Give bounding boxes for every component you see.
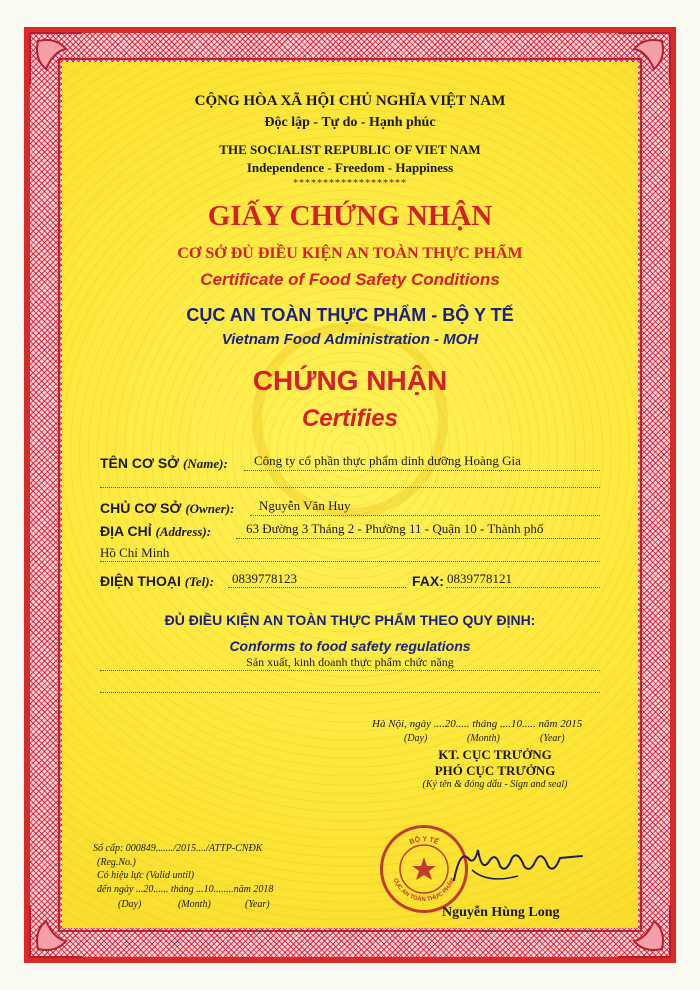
conformity-heading-vn: ĐỦ ĐIỀU KIỆN AN TOÀN THỰC PHẨM THEO QUY ĐỊNH: <box>164 612 536 628</box>
phone-value: 0839778123 <box>232 571 297 586</box>
address-label-en: (Address): <box>155 524 212 539</box>
name-underline <box>244 470 600 471</box>
until-year-word: năm <box>233 884 251 895</box>
certifies-heading-vn: CHỨNG NHẬN <box>252 365 448 396</box>
certifies-heading-en: Certifies <box>301 405 399 432</box>
issue-year: 2015 <box>560 718 583 730</box>
until-day: 20 <box>143 884 154 895</box>
signer-name: Nguyễn Hùng Long <box>442 905 560 920</box>
phone-label-vn: ĐIỆN THOẠI <box>100 573 181 589</box>
owner-label-vn: CHỦ CƠ SỞ <box>100 500 182 516</box>
fax-label: FAX: <box>412 573 444 589</box>
conformity-heading-en: Conforms to food safety regulations <box>229 638 471 654</box>
issue-date-month-label: (Month) <box>467 733 500 744</box>
valid-label <box>97 870 194 881</box>
sign-seal-note: (Ký tên & đóng dấu - Sign and seal) <box>422 779 568 790</box>
country-name-vn: CỘNG HÒA XÃ HỘI CHỦ NGHĨA VIỆT NAM <box>194 93 506 109</box>
issue-date-day-label: (Day) <box>404 733 428 744</box>
signatory-title-2: PHÓ CỤC TRƯỞNG <box>434 763 556 778</box>
motto-vn: Độc lập - Tự do - Hạnh phúc <box>264 115 436 130</box>
reg-value: 000849......./2015..../ATTP-CNĐK <box>125 843 263 854</box>
until-year: 2018 <box>253 884 274 895</box>
issue-year-word: năm <box>538 718 558 730</box>
conformity-scope: Sản xuất, kinh doanh thực phẩm chức năng <box>246 655 454 669</box>
owner-value: Nguyễn Văn Huy <box>259 498 351 513</box>
address-value-line-1: 63 Đường 3 Tháng 2 - Phường 11 - Quận 10 - Thành phố <box>246 521 544 536</box>
name-label <box>100 455 228 472</box>
owner-label-en: (Owner): <box>185 501 235 516</box>
certificate-body <box>62 62 638 928</box>
reg-label-en: (Reg.No.) <box>97 857 136 868</box>
motto-en: Independence - Freedom - Happiness <box>246 160 454 175</box>
scope-line-1 <box>100 670 600 671</box>
certificate-subtitle-vn: CƠ SỞ ĐỦ ĐIỀU KIỆN AN TOÀN THỰC PHẨM <box>177 245 523 262</box>
stars-divider: ******************* <box>293 178 407 189</box>
address-label <box>100 523 211 540</box>
until-year-label: (Year) <box>245 899 270 910</box>
name-continuation-line <box>100 487 600 488</box>
until-month-word: tháng <box>170 884 194 895</box>
phone-underline <box>228 587 406 588</box>
stamp-text-top: BỘ Y TẾ <box>408 835 440 847</box>
owner-label <box>100 500 234 517</box>
phone-label <box>100 573 214 590</box>
valid-until-date: đến ngày ...20...... tháng ...10........năm 2018 <box>97 884 274 895</box>
until-month-label: (Month) <box>178 899 211 910</box>
svg-text:CỤC AN TOÀN THỰC PHẨM <box>392 877 457 903</box>
issue-date: Hà Nội, ngày ....20..... tháng ....10..... năm 2015 <box>372 718 583 730</box>
handwritten-signature <box>448 840 588 890</box>
reg-number <box>93 843 262 854</box>
until-day-label: (Day) <box>118 899 142 910</box>
issue-day: 20 <box>444 718 456 730</box>
address-continuation-line <box>100 561 600 562</box>
certificate-title: GIẤY CHỨNG NHẬN <box>207 200 493 232</box>
issue-month: 10 <box>511 718 523 730</box>
agency-vn: CỤC AN TOÀN THỰC PHẨM - BỘ Y TẾ <box>186 305 514 325</box>
issue-month-word: tháng <box>472 718 498 730</box>
address-value-line-2: Hồ Chí Minh <box>100 545 170 560</box>
valid-label-en: (Valid until) <box>146 870 195 881</box>
agency-en: Vietnam Food Administration - MOH <box>221 331 479 348</box>
until-label: đến ngày <box>97 884 134 895</box>
until-month: 10 <box>203 884 214 895</box>
signatory-title-1: KT. CỤC TRƯỞNG <box>438 747 552 762</box>
issue-date-year-label: (Year) <box>540 733 565 744</box>
reg-label: Số cấp: <box>93 843 124 854</box>
fax-underline <box>446 587 600 588</box>
stamp-text-bottom: CỤC AN TOÀN THỰC PHẨM <box>391 877 457 904</box>
address-underline <box>236 538 600 539</box>
valid-label-vn: Có hiệu lực <box>97 870 144 881</box>
country-name-en: THE SOCIALIST REPUBLIC OF VIET NAM <box>219 142 481 157</box>
name-label-en: (Name): <box>183 456 228 471</box>
address-label-vn: ĐỊA CHỈ <box>100 523 152 539</box>
fax-value: 0839778121 <box>447 571 512 586</box>
owner-underline <box>250 515 600 516</box>
name-label-vn: TÊN CƠ SỞ <box>100 455 180 471</box>
issue-place: Hà Nội, ngày <box>372 718 431 730</box>
phone-label-en: (Tel): <box>184 574 214 589</box>
certificate-subtitle-en: Certificate of Food Safety Conditions <box>200 270 500 289</box>
scope-line-2 <box>100 692 600 693</box>
name-value: Công ty cổ phần thực phẩm dinh dưỡng Hoàng Gia <box>254 453 521 468</box>
